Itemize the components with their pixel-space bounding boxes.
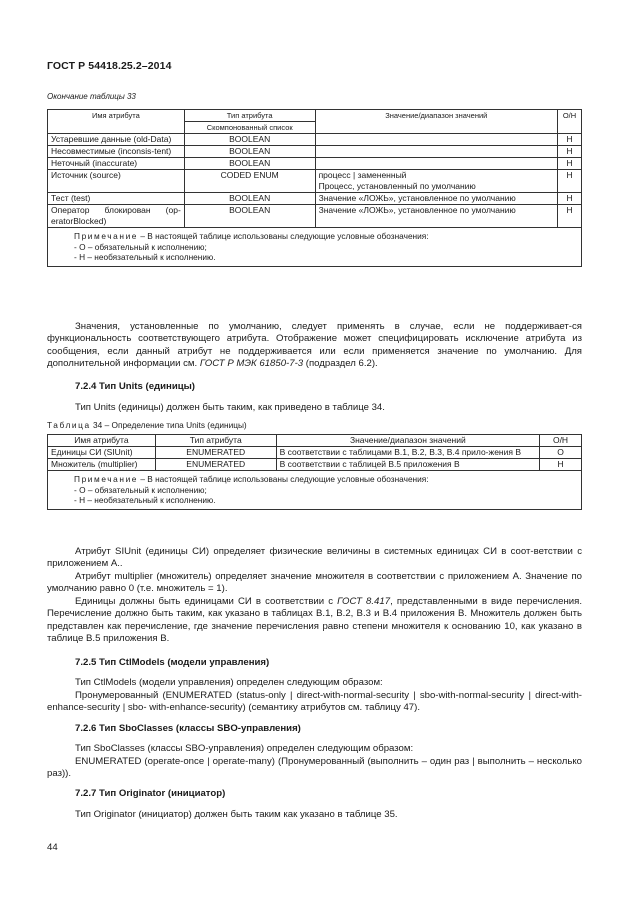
cell-value: Значение «ЛОЖЬ», установленное по умолчанию	[315, 205, 557, 228]
col-header-on: О/Н	[558, 110, 582, 134]
paragraph-7-2-5-a: Тип CtlModels (модели управления) определен следующим образом:	[75, 677, 383, 688]
paragraph-siunit: Атрибут SIUnit (единицы СИ) определяет физические величины в системных единицах СИ в соот-ветствии с приложением А..	[47, 546, 582, 570]
cell-value: В соответствии с таблицами В.1, В.2, В.3, В.4 прило-жения В	[276, 447, 539, 459]
col-header-value: Значение/диапазон значений	[276, 435, 539, 447]
table-note	[48, 228, 582, 267]
cell-value	[315, 146, 557, 158]
cell-name: Множитель (multiplier)	[48, 459, 156, 471]
note-text: – В настоящей таблице использованы следующие условные обозначения:	[138, 474, 429, 484]
paragraph-7-2-6-b: ENUMERATED (operate-once | operate-many) (Пронумерованный (выполнить – один раз | выполнить – несколько раз)).	[47, 756, 582, 780]
table-34	[47, 434, 582, 510]
section-7-2-5-heading: 7.2.5 Тип CtlModels (модели управления)	[75, 657, 270, 668]
col-header-name: Имя атрибута	[48, 110, 185, 134]
cell-value	[315, 134, 557, 146]
cell-value: Значение «ЛОЖЬ», установленное по умолчанию	[315, 193, 557, 205]
cell-on: Н	[558, 134, 582, 146]
col-header-type: Тип атрибута	[184, 110, 315, 122]
table-row	[48, 193, 582, 205]
note-o: - О – обязательный к исполнению;	[74, 484, 207, 495]
table-33	[47, 109, 582, 267]
cell-value	[315, 158, 557, 170]
page-number: 44	[47, 842, 58, 853]
cell-on: Н	[558, 146, 582, 158]
paragraph-7-2-4: Тип Units (единицы) должен быть таким, как приведено в таблице 34.	[75, 402, 385, 413]
cell-name: Источник (source)	[48, 170, 185, 193]
cell-on: Н	[558, 158, 582, 170]
cell-type: BOOLEAN	[184, 134, 315, 146]
cell-on: Н	[558, 193, 582, 205]
table-note	[48, 471, 582, 510]
cell-name: Единицы СИ (SIUnit)	[48, 447, 156, 459]
standard-reference: ГОСТ 8.417	[337, 596, 391, 607]
cell-on: Н	[558, 205, 582, 228]
note-n: - Н – необязательный к исполнению.	[74, 252, 216, 263]
cell-type: BOOLEAN	[184, 193, 315, 205]
cell-value: В соответствии с таблицей В.5 приложения В	[276, 459, 539, 471]
cell-type: ENUMERATED	[155, 447, 276, 459]
section-7-2-6-heading: 7.2.6 Тип SboClasses (классы SBO-управления)	[75, 723, 301, 734]
cell-name: Устаревшие данные (old-Data)	[48, 134, 185, 146]
cell-value-line1: процесс | замененный	[318, 170, 407, 180]
note-text: – В настоящей таблице использованы следующие условные обозначения:	[138, 231, 429, 241]
col-header-type: Тип атрибута	[155, 435, 276, 447]
paragraph-defaults: Значения, установленные по умолчанию, следует применять в случае, если не поддерживает-ся функциональность соответствующего атрибута. Отображение может специфицировать исключение атрибута из сообщения, если данный атрибут не поддерживается или если применяется значение по умолчанию. Для дополнительной информации см. ГОСТ Р МЭК 61850-7-3 (подраздел 6.2).	[47, 321, 582, 370]
cell-name: Тест (test)	[48, 193, 185, 205]
paragraph-7-2-6-a: Тип SboClasses (классы SBO-управления) определен следующим образом:	[75, 743, 414, 754]
paragraph-units: Единицы должны быть единицами СИ в соответствии с ГОСТ 8.417, представленными в виде перечисления. Перечисление должно быть таким, как указано в таблицах В.1, В.2, В.3 и В.4 приложения В. Множитель должен быть представлен как перечисление, где значение перечисления равно степени множителя к основанию 10, как указано в таблице В.5 приложения В.	[47, 596, 583, 645]
cell-type: ENUMERATED	[155, 459, 276, 471]
cell-on: Н	[558, 170, 582, 193]
col-header-name: Имя атрибута	[48, 435, 156, 447]
paragraph-7-2-7: Тип Originator (инициатор) должен быть таким как указано в таблице 35.	[75, 809, 398, 820]
table-row	[48, 170, 582, 193]
table-row	[48, 447, 582, 459]
table-row	[48, 158, 582, 170]
table-row	[48, 459, 582, 471]
table34-caption: Таблица 34 – Определение типа Units (единицы)	[47, 420, 247, 430]
note-label: Примечание	[74, 474, 139, 484]
note-o: - О – обязательный к исполнению;	[74, 241, 207, 252]
table-row	[48, 205, 582, 228]
cell-name: Неточный (inaccurate)	[48, 158, 185, 170]
note-label: Примечание	[74, 231, 139, 241]
document-header: ГОСТ Р 54418.25.2–2014	[47, 60, 172, 72]
col-header-on: О/Н	[540, 435, 582, 447]
paragraph-multiplier: Атрибут multiplier (множитель) определяет значение множителя в соответствии с приложением А. Значение по умолчанию равно 0 (т.е. множитель = 1).	[47, 571, 582, 595]
cell-name: Оператор блокирован (op-eratorBlocked)	[48, 205, 185, 228]
cell-type: BOOLEAN	[184, 158, 315, 170]
cell-on: О	[540, 447, 582, 459]
table-row	[48, 134, 582, 146]
cell-type: CODED ENUM	[184, 170, 315, 193]
col-header-value: Значение/диапазон значений	[315, 110, 557, 134]
cell-value-line2: Процесс, установленный по умолчанию	[318, 181, 476, 191]
cell-type: BOOLEAN	[184, 146, 315, 158]
cell-name: Несовместимые (inconsis-tent)	[48, 146, 185, 158]
table33-caption: Окончание таблицы 33	[47, 92, 136, 101]
cell-type: BOOLEAN	[184, 205, 315, 228]
paragraph-7-2-5-b: Пронумерованный (ENUMERATED (status-only | direct-with-normal-security | sbo-with-normal-security | direct-with-enhance-security | sbo- with-enhance-security) (семантику атрибутов см. таблицу 47).	[47, 690, 582, 714]
section-7-2-7-heading: 7.2.7 Тип Originator (инициатор)	[75, 788, 226, 799]
col-header-type-sub: Скомпонованный список	[184, 122, 315, 134]
cell-on: Н	[540, 459, 582, 471]
standard-reference: ГОСТ Р МЭК 61850-7-3	[199, 358, 304, 370]
note-n: - Н – необязательный к исполнению.	[74, 495, 216, 506]
section-7-2-4-heading: 7.2.4 Тип Units (единицы)	[75, 381, 196, 392]
cell-value	[315, 170, 557, 193]
table-row	[48, 146, 582, 158]
